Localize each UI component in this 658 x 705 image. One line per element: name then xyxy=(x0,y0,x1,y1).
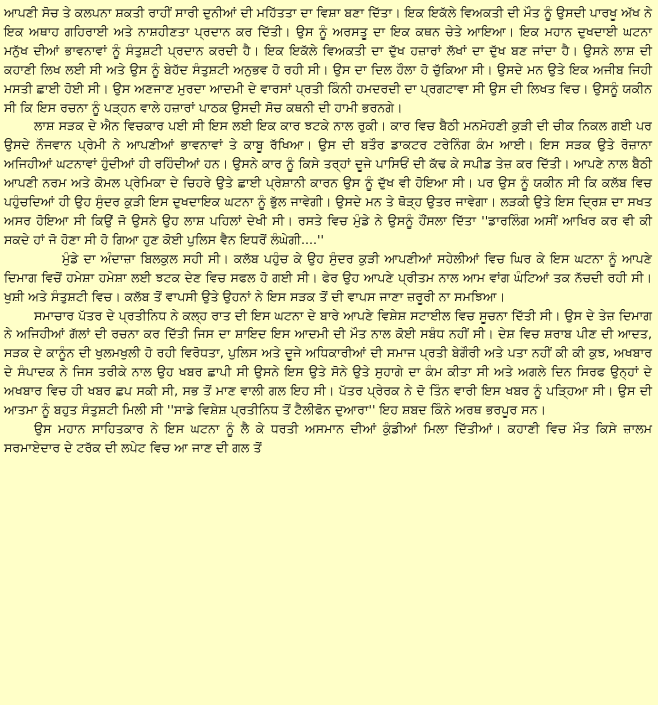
paragraph-5: ਉਸ ਮਹਾਨ ਸਾਹਿਤਕਾਰ ਨੇ ਇਸ ਘਟਨਾ ਨੂੰ ਲੈ ਕੇ ਧਰਤੀ ਅਸਮਾਨ ਦੀਆਂ ਕੁੰਡੀਆਂ ਮਿਲਾ ਦਿੱਤੀਆਂ। ਕਹਾਣੀ ਵਿਚ ਮੌਤ ਕਿਸੇ ਜ਼ਾਲਮ ਸਰਮਾਏਦਾਰ ਦੇ ਟਰੱਕ ਦੀ ਲਪੇਟ ਵਿਚ ਆ ਜਾਣ ਦੀ ਗਲ ਤੋਂ xyxy=(4,420,652,455)
paragraph-2: ਲਾਸ਼ ਸੜਕ ਦੇ ਐਨ ਵਿਚਕਾਰ ਪਈ ਸੀ ਇਸ ਲਈ ਇਕ ਕਾਰ ਝਟਕੇ ਨਾਲ ਰੁਕੀ। ਕਾਰ ਵਿਚ ਬੈਠੀ ਮਨਮੋਹਣੀ ਕੁੜੀ ਦੀ ਚੀਕ ਨਿਕਲ ਗਈ ਪਰ ਉਸਦੇ ਨੌਜਵਾਨ ਪ੍ਰੇਮੀ ਨੇ ਆਪਣੀਆਂ ਭਾਵਨਾਵਾਂ ਤੇ ਕਾਬੂ ਰੱਖਿਆ। ਉਸ ਦੀ ਬਤੌਰ ਡਾਕਟਰ ਟਰੇਨਿੰਗ ਕੰਮ ਆਈ। ਇਸ ਸੜਕ ਉਤੇ ਰੋਜ਼ਾਨਾ ਅਜਿਹੀਆਂ ਘਟਨਾਵਾਂ ਹੁੰਦੀਆਂ ਹੀ ਰਹਿੰਦੀਆਂ ਹਨ। ਉਸਨੇ ਕਾਰ ਨੂੰ ਕਿਸੇ ਤਰ੍ਹਾਂ ਦੂਜੇ ਪਾਸਿਓਂ ਦੀ ਕੱਢ ਕੇ ਸਪੀਡ ਤੇਜ਼ ਕਰ ਦਿੱਤੀ। ਆਪਣੇ ਨਾਲ ਬੈਠੀ ਆਪਣੀ ਨਰਮ ਅਤੇ ਕੋਮਲ ਪ੍ਰੇਮਿਕਾ ਦੇ ਚਿਹਰੇ ਉਤੇ ਛਾਈ ਪ੍ਰੇਸ਼ਾਨੀ ਕਾਰਨ ਉਸ ਨੂੰ ਦੁੱਖ ਵੀ ਹੋਇਆ ਸੀ। ਪਰ ਉਸ ਨੂੰ ਯਕੀਨ ਸੀ ਕਿ ਕਲੱਬ ਵਿਚ ਪਹੁੰਚਦਿਆਂ ਹੀ ਉਹ ਸੁੰਦਰ ਕੁੜੀ ਇਸ ਦੁਖਦਾਇਕ ਘਟਨਾ ਨੂੰ ਭੁੱਲ ਜਾਵੇਗੀ। ਉਸਦੇ ਮਨ ਤੇ ਥੋੜ੍ਹ ਉਤਰ ਜਾਵੇਗਾ। ਲੜਕੀ ਉਤੇ ਇਸ ਦ੍ਰਿਸ਼ ਦਾ ਸਖਤ ਅਸਰ ਹੋਇਆ ਸੀ ਕਿਉਂ ਜੋ ਉਸਨੇ ਉਹ ਲਾਸ਼ ਪਹਿਲਾਂ ਦੇਖੀ ਸੀ। ਰਸਤੇ ਵਿਚ ਮੁੰਡੇ ਨੇ ਉਸਨੂੰ ਹੌਂਸਲਾ ਦਿੱਤਾ ''ਡਾਰਲਿੰਗ ਅਸੀਂ ਆਖਿਰ ਕਰ ਵੀ ਕੀ ਸਕਦੇ ਹਾਂ ਜੋ ਹੋਣਾ ਸੀ ਹੋ ਗਿਆ ਹੁਣ ਕੋਈ ਪੁਲਿਸ ਵੈਨ ਇਧਰੋਂ ਲੰਘੇਗੀ....'' xyxy=(4,118,652,247)
paragraph-4: ਸਮਾਚਾਰ ਪੱਤਰ ਦੇ ਪ੍ਰਤੀਨਿਧ ਨੇ ਕਲ੍ਹ ਰਾਤ ਦੀ ਇਸ ਘਟਨਾ ਦੇ ਬਾਰੇ ਆਪਣੇ ਵਿਸ਼ੇਸ਼ ਸਟਾਈਲ ਵਿਚ ਸੂਚਨਾ ਦਿੱਤੀ ਸੀ। ਉਸ ਦੇ ਤੇਜ਼ ਦਿਮਾਗ ਨੇ ਅਜਿਹੀਆਂ ਗੱਲਾਂ ਦੀ ਰਚਨਾ ਕਰ ਦਿੱਤੀ ਜਿਸ ਦਾ ਸ਼ਾਇਦ ਇਸ ਆਦਮੀ ਦੀ ਮੌਤ ਨਾਲ ਕੋਈ ਸਬੰਧ ਨਹੀਂ ਸੀ। ਦੇਸ਼ ਵਿਚ ਸ਼ਰਾਬ ਪੀਣ ਦੀ ਆਦਤ, ਸੜਕ ਦੇ ਕਾਨੂੰਨ ਦੀ ਖੁਲਮਖੁਲੀ ਹੋ ਰਹੀ ਵਿਰੋਧਤਾ, ਪੁਲਿਸ ਅਤੇ ਦੂਜੇ ਅਧਿਕਾਰੀਆਂ ਦੀ ਸਮਾਜ ਪ੍ਰਤੀ ਬੇਗੌਰੀ ਅਤੇ ਪਤਾ ਨਹੀਂ ਕੀ ਕੀ ਕੁਝ, ਅਖਬਾਰ ਦੇ ਸੰਪਾਦਕ ਨੇ ਜਿਸ ਤਰੀਕੇ ਨਾਲ ਉਹ ਖਬਰ ਛਾਪੀ ਸੀ ਉਸਨੇ ਇਸ ਉਤੇ ਸੋਨੇ ਉਤੇ ਸੁਹਾਗੇ ਦਾ ਕੰਮ ਕੀਤਾ ਸੀ ਅਤੇ ਅਗਲੇ ਦਿਨ ਸਿਰਫ ਉਨ੍ਹਾਂ ਦੇ ਅਖਬਾਰ ਵਿਚ ਹੀ ਖਬਰ ਛਪ ਸਕੀ ਸੀ, ਸਭ ਤੋਂ ਮਾਣ ਵਾਲੀ ਗਲ ਇਹ ਸੀ। ਪੱਤਰ ਪ੍ਰੇਰਕ ਨੇ ਦੋ ਤਿੰਨ ਵਾਰੀ ਇਸ ਖਬਰ ਨੂੰ ਪੜ੍ਹਿਆ ਸੀ। ਉਸ ਦੀ ਆਤਮਾ ਨੂੰ ਬਹੁਤ ਸੰਤੁਸ਼ਟੀ ਮਿਲੀ ਸੀ ''ਸਾਡੇ ਵਿਸ਼ੇਸ਼ ਪ੍ਰਤੀਨਿਧ ਤੋਂ ਟੈਲੀਫੋਨ ਦੁਆਰਾ'' ਇਹ ਸ਼ਬਦ ਕਿੰਨੇ ਅਰਥ ਭਰਪੂਰ ਸਨ। xyxy=(4,307,652,418)
paragraph-3: ਮੁੰਡੇ ਦਾ ਅੰਦਾਜ਼ਾ ਬਿਲਕੁਲ ਸਹੀ ਸੀ। ਕਲੱਬ ਪਹੁੰਚ ਕੇ ਉਹ ਸੁੰਦਰ ਕੁੜੀ ਆਪਣੀਆਂ ਸਹੇਲੀਆਂ ਵਿਚ ਘਿਰ ਕੇ ਇਸ ਘਟਨਾ ਨੂੰ ਆਪਣੇ ਦਿਮਾਗ ਵਿਚੋਂ ਹਮੇਸ਼ਾ ਹਮੇਸ਼ਾ ਲਈ ਝਟਕ ਦੇਣ ਵਿਚ ਸਫਲ ਹੋ ਗਈ ਸੀ। ਫੇਰ ਉਹ ਆਪਣੇ ਪ੍ਰੀਤਮ ਨਾਲ ਆਮ ਵਾਂਗ ਘੰਟਿਆਂ ਤਕ ਨੱਚਦੀ ਰਹੀ ਸੀ। ਖੁਸ਼ੀ ਅਤੇ ਸੰਤੁਸ਼ਟੀ ਵਿਚ। ਕਲੱਬ ਤੋਂ ਵਾਪਸੀ ਉਤੇ ਉਹਨਾਂ ਨੇ ਇਸ ਸੜਕ ਤੋਂ ਦੀ ਵਾਪਸ ਜਾਣਾ ਜ਼ਰੂਰੀ ਨਾ ਸਮਝਿਆ। xyxy=(4,250,652,304)
paragraph-1: ਆਪਣੀ ਸੋਚ ਤੇ ਕਲਪਨਾ ਸ਼ਕਤੀ ਰਾਹੀਂ ਸਾਰੀ ਦੁਨੀਆਂ ਦੀ ਮਹਿੱਤਤਾ ਦਾ ਵਿਸ਼ਾ ਬਣਾ ਦਿੱਤਾ। ਇਕ ਇਕੱਲੇ ਵਿਅਕਤੀ ਦੀ ਮੌਤ ਨੂੰ ਉਸਦੀ ਪਾਰਖੂ ਅੱਖ ਨੇ ਇਕ ਅਥਾਹ ਗਹਿਰਾਈ ਅਤੇ ਨਾਸ਼ਹੀਣਤਾ ਪ੍ਰਦਾਨ ਕਰ ਦਿੱਤੀ। ਉਸ ਨੂੰ ਅਰਸਤੂ ਦਾ ਇਕ ਕਥਨ ਚੇਤੇ ਆਇਆ। ਇਕ ਮਹਾਨ ਦੁਖਦਾਈ ਘਟਨਾ ਮਨੁੱਖ ਦੀਆਂ ਭਾਵਨਾਵਾਂ ਨੂੰ ਸੰਤੁਸ਼ਟੀ ਪ੍ਰਦਾਨ ਕਰਦੀ ਹੈ। ਇਕ ਇਕੱਲੇ ਵਿਅਕਤੀ ਦਾ ਦੁੱਖ ਹਜ਼ਾਰਾਂ ਲੱਖਾਂ ਦਾ ਦੁੱਖ ਬਣ ਜਾਂਦਾ ਹੈ। ਉਸਨੇ ਲਾਸ਼ ਦੀ ਕਹਾਣੀ ਲਿਖ ਲਈ ਸੀ ਅਤੇ ਉਸ ਨੂੰ ਬੇਹੱਦ ਸੰਤੁਸ਼ਟੀ ਅਨੁਭਵ ਹੋ ਰਹੀ ਸੀ। ਉਸ ਦਾ ਦਿਲ ਹੌਲਾ ਹੋ ਚੁੱਕਿਆ ਸੀ। ਉਸਦੇ ਮਨ ਉਤੇ ਇਕ ਅਜੀਬ ਜਿਹੀ ਮਸਤੀ ਛਾਈ ਹੋਈ ਸੀ। ਉਸ ਅਣਜਾਣ ਮੁਰਦਾ ਆਦਮੀ ਦੇ ਵਾਰਸਾਂ ਪ੍ਰਤੀ ਕਿੰਨੀ ਹਮਦਰਦੀ ਦਾ ਪ੍ਰਗਟਾਵਾ ਸੀ ਉਸ ਦੀ ਲਿਖਤ ਵਿਚ। ਉਸਨੂੰ ਯਕੀਨ ਸੀ ਕਿ ਇਸ ਰਚਨਾ ਨੂੰ ਪੜ੍ਹਨ ਵਾਲੇ ਹਜ਼ਾਰਾਂ ਪਾਠਕ ਉਸਦੀ ਸੋਚ ਕਥਨੀ ਦੀ ਹਾਮੀ ਭਰਨਗੇ। xyxy=(4,5,652,115)
